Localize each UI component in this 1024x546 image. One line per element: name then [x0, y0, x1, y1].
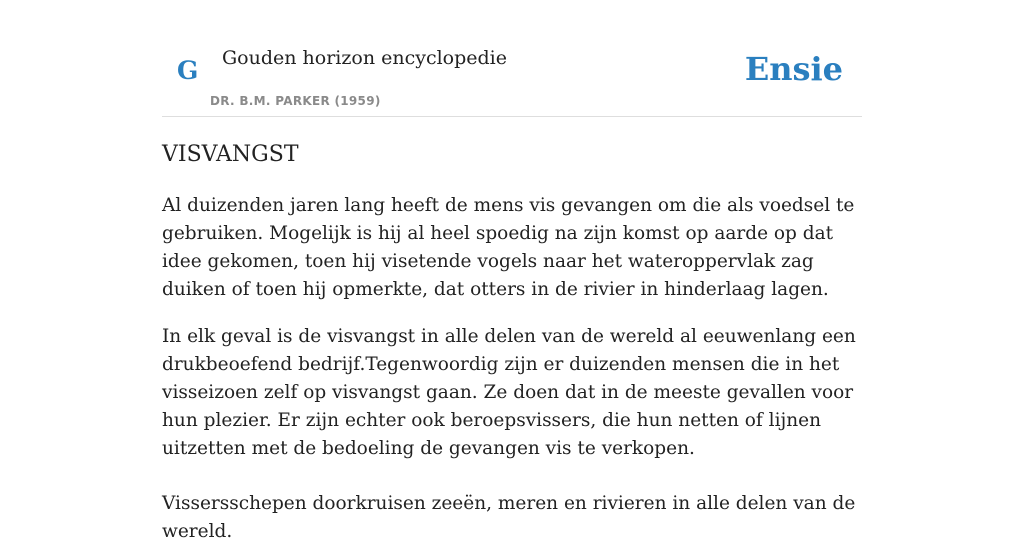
source-logo: G — [177, 56, 199, 85]
brand-logo-link[interactable]: Ensie — [744, 50, 843, 88]
source-title[interactable]: Gouden horizon encyclopedie — [222, 47, 507, 69]
entry-paragraph: Vissersschepen doorkruisen zeeën, meren en rivieren in alle delen van de wereld. — [162, 493, 856, 542]
entry-title: VISVANGST — [162, 142, 299, 167]
source-header — [162, 0, 862, 117]
entry-paragraph: Al duizenden jaren lang heeft de mens vis gevangen om die als voedsel te gebruiken. Mogelijk is hij al heel spoedig na zijn komst op aarde op dat idee gekomen, toen hij visetende vogels naar het wateroppervlak zag duiken of toen hij opmerkte, dat otters in de rivier in hinderlaag lagen. — [162, 195, 855, 300]
entry-paragraph: In elk geval is de visvangst in alle delen van de wereld al eeuwenlang een drukbeoefend bedrijf.Tegenwoordig zijn er duizenden mensen die in het visseizoen zelf op visvangst gaan. Ze doen dat in de meeste gevallen voor hun plezier. Er zijn echter ook beroepsvissers, die hun netten of lijnen uitzetten met de bedoeling de gevangen vis te verkopen. — [162, 326, 856, 459]
source-author: DR. B.M. PARKER (1959) — [210, 94, 381, 108]
content-column — [162, 0, 862, 542]
